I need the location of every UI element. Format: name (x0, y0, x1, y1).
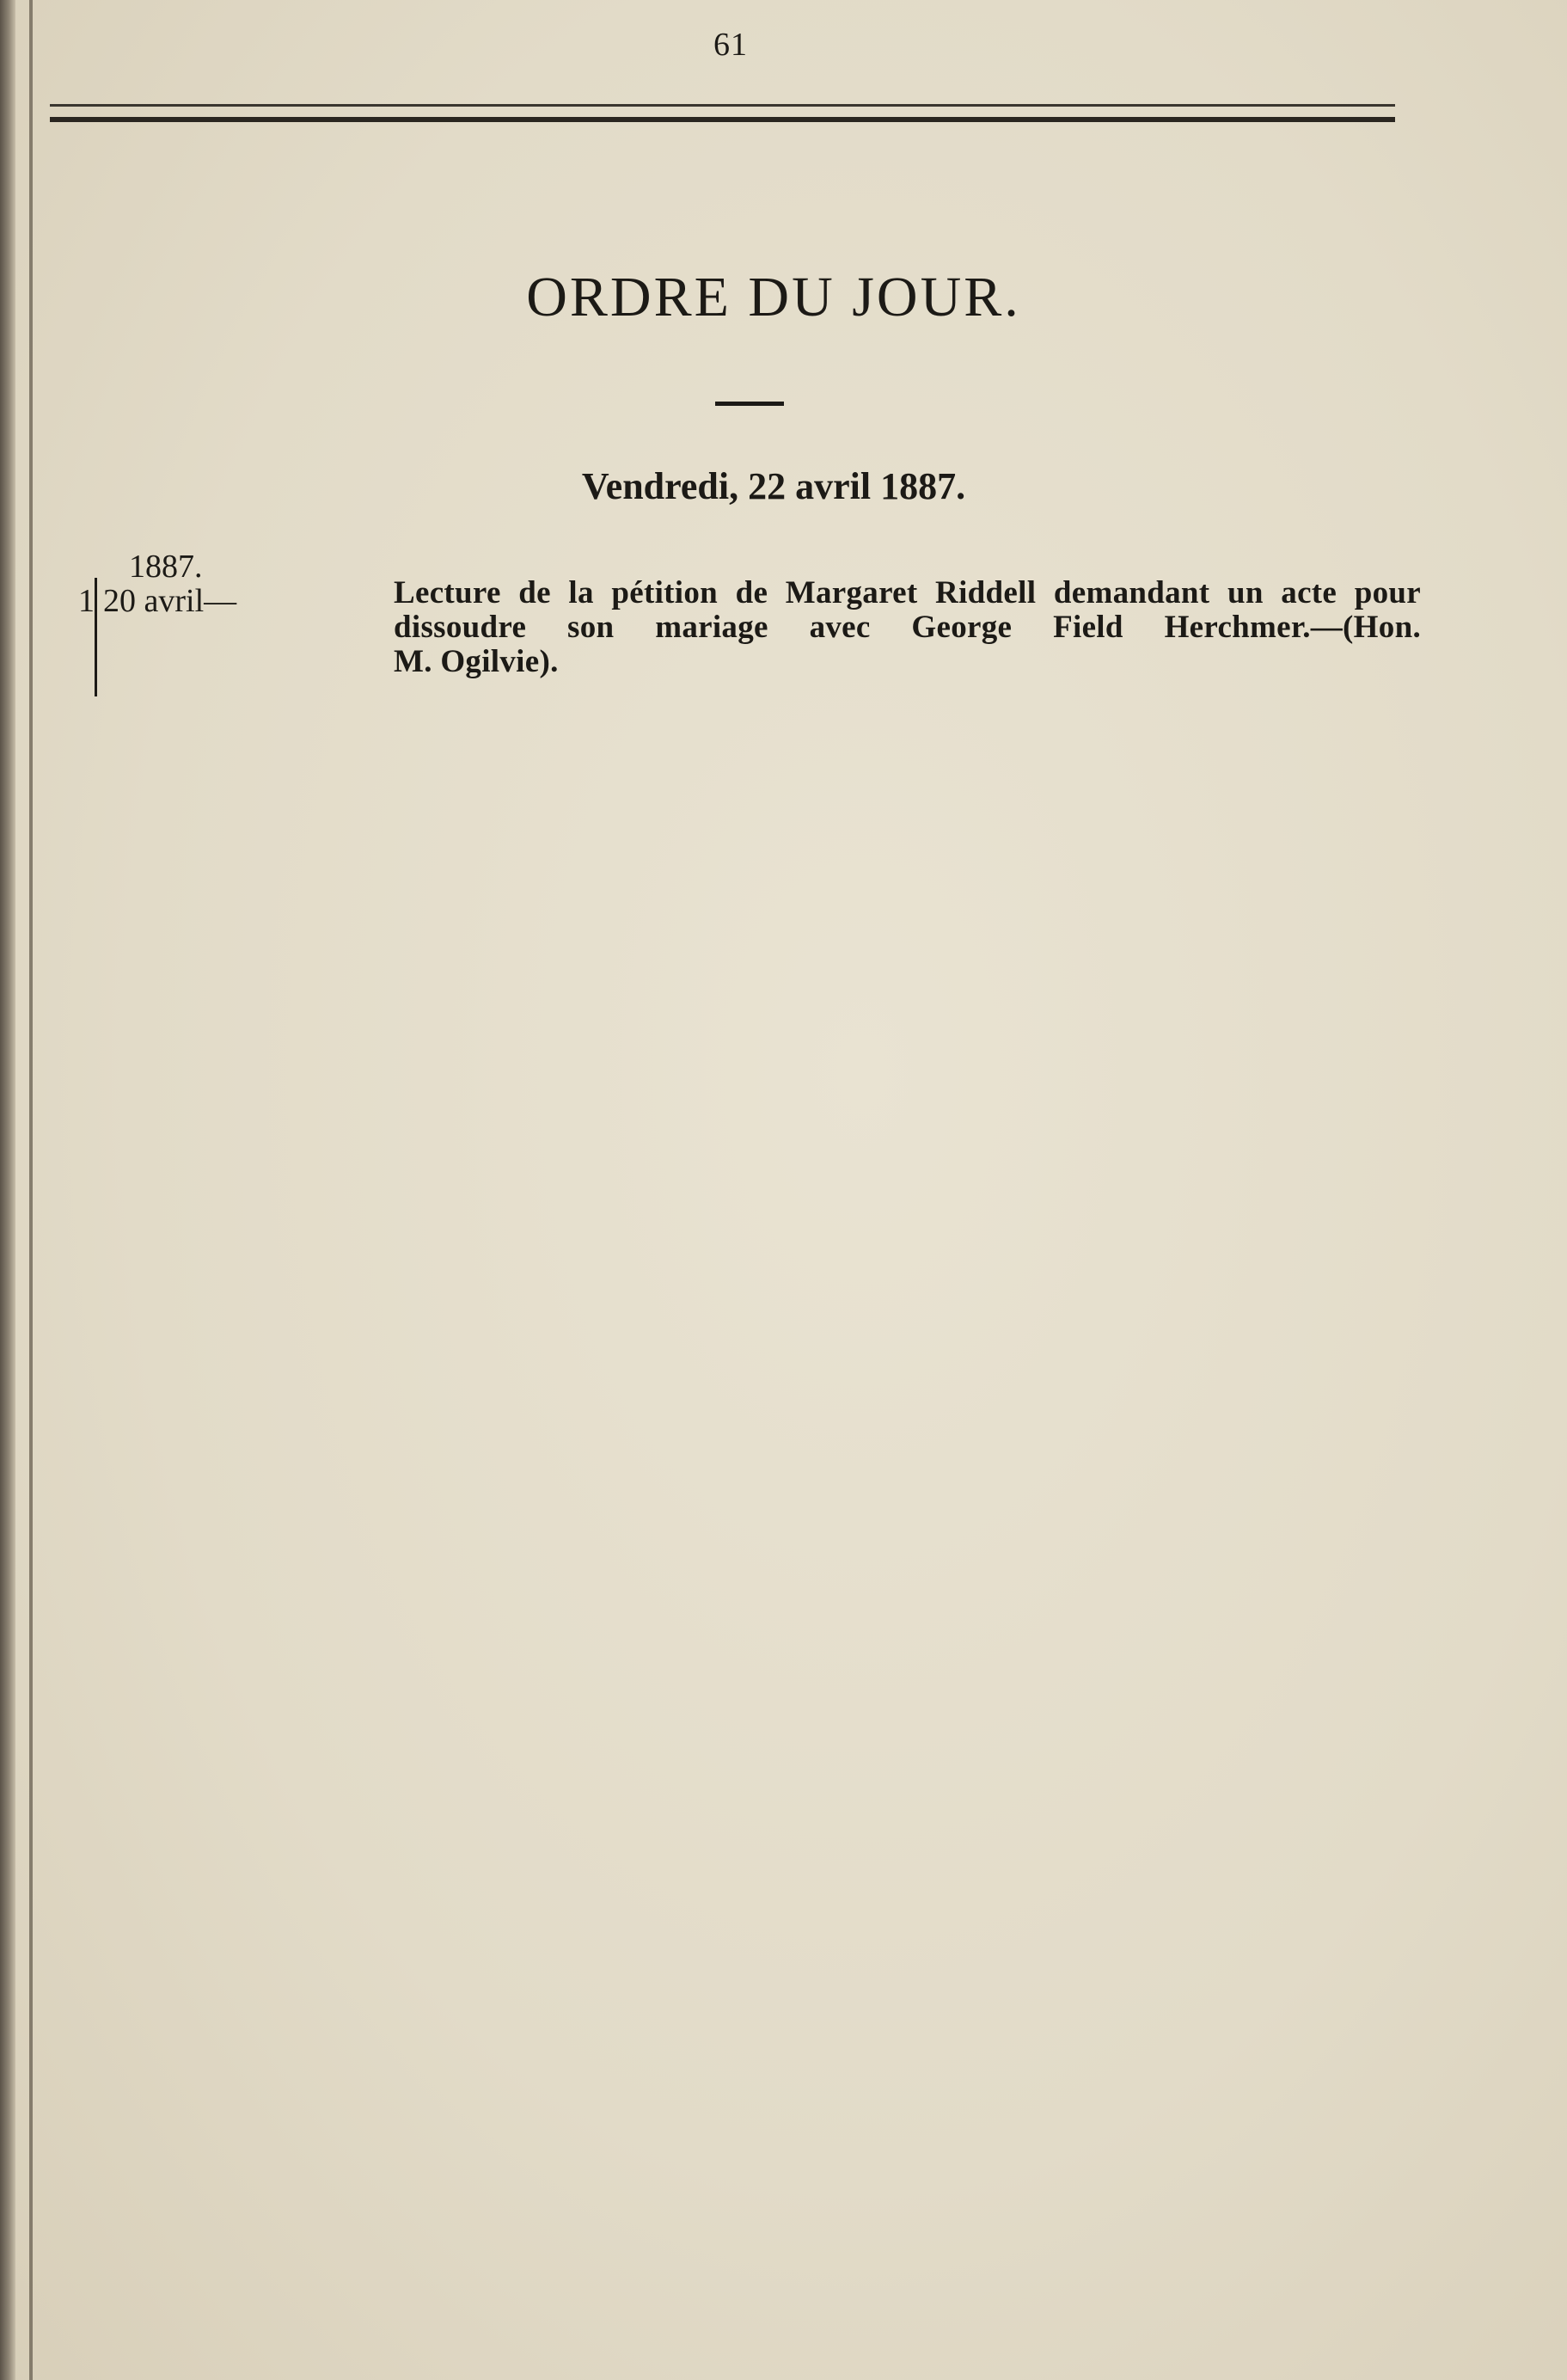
item-text-line: dissoudre son mariage avec George Field Herchmer.—(Hon. (394, 610, 1421, 645)
title-divider (715, 402, 784, 406)
item-text-line: M. Ogilvie). (394, 644, 559, 679)
item-number: 1 (78, 583, 95, 619)
binding-line (29, 0, 33, 2380)
header-rule-thin (50, 104, 1395, 107)
item-text-line: Lecture de la pétition de Margaret Riddell demandant un acte pour (394, 575, 1421, 610)
session-date: Vendredi, 22 avril 1887. (581, 465, 966, 507)
item-text (394, 576, 1425, 679)
item-date: 20 avril— (103, 583, 237, 619)
page-title: ORDRE DU JOUR. (526, 266, 1021, 328)
page-number: 61 (713, 27, 748, 63)
binding-edge (0, 0, 15, 2380)
margin-rule (95, 578, 97, 696)
header-rule-thick (50, 117, 1395, 122)
item-year: 1887. (129, 549, 203, 585)
